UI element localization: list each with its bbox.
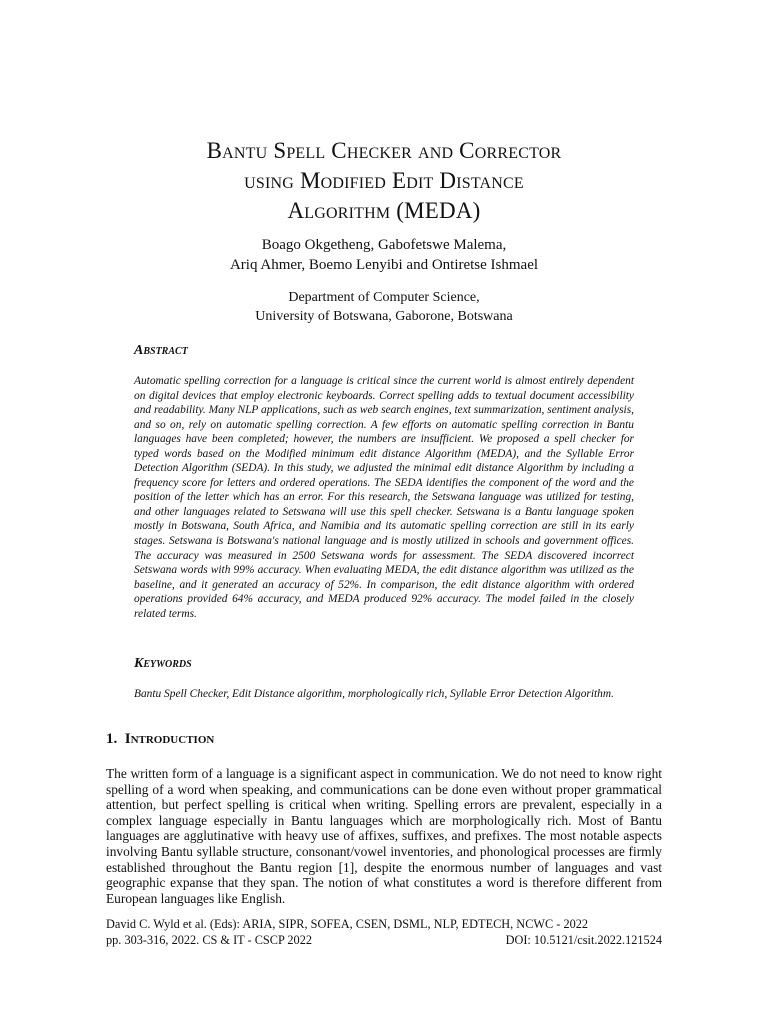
title-line: Bantu Spell Checker and Corrector xyxy=(206,138,562,163)
page-footer xyxy=(106,917,662,948)
footer-pages: pp. 303-316, 2022. CS & IT - CSCP 2022 xyxy=(106,932,312,947)
title-line: Algorithm (MEDA) xyxy=(287,198,481,223)
abstract-text: Automatic spelling correction for a language is critical since the current world is almost entirely dependent on digital devices that employ electronic keyboards. Correct spelling adds to textual document accessibility and readability. Many NLP applications, such as web search engines, text summarization, sentiment analysis, and so on, rely on automatic spelling correction. A few efforts on automatic spelling correction in Bantu languages have been completed; however, the numbers are insufficient. We proposed a spell checker for typed words based on the Modified minimum edit distance Algorithm (MEDA), and the Syllable Error Detection Algorithm (SEDA). In this study, we adjusted the minimal edit distance Algorithm by including a frequency score for letters and ordered operations. The SEDA identifies the component of the word and the position of the letter which has an error. For this research, the Setswana language was utilized for testing, and other languages related to Setswana will use this spell checker. Setswana is a Bantu language spoken mostly in Botswana, South Africa, and Namibia and its automatic spelling correction are still in its early stages. Setswana is Botswana's national language and is mostly utilized in schools and government offices. The accuracy was measured in 2500 Setswana words for assessment. The SEDA discovered incorrect Setswana words with 99% accuracy. When evaluating MEDA, the edit distance algorithm was utilized as the baseline, and it generated an accuracy of 52%. In comparison, the edit distance algorithm with ordered operations provided 64% accuracy, and MEDA produced 92% accuracy. The model failed in the closely related terms. xyxy=(134,375,634,620)
affiliation-line: Department of Computer Science, xyxy=(288,290,480,305)
paper-title xyxy=(100,136,668,226)
introduction-text: The written form of a language is a significant aspect in communication. We do not need to know right spelling of a word when speaking, and communications can be done even without proper grammatical attention, but perfect spelling is critical when writing. Spelling errors are prevalent, especially in a complex language especially in Bantu languages which are morphologically rich. Most of Bantu languages are agglutinative with heavy use of affixes, suffixes, and prefixes. The most notable aspects involving Bantu syllable structure, consonant/vowel inventories, and phonological processes are firmly established throughout the Bantu region [1], despite the enormous number of languages and vast geographic expanse that they span. The notion of what constitutes a word is therefore different from European languages like English. xyxy=(106,766,662,906)
keywords-text: Bantu Spell Checker, Edit Distance algorithm, morphologically rich, Syllable Error Detection Algorithm. xyxy=(134,688,614,700)
section-number: 1. xyxy=(106,731,118,747)
footer-proceedings: David C. Wyld et al. (Eds): ARIA, SIPR, SOFEA, CSEN, DSML, NLP, EDTECH, NCWC - 2022 xyxy=(106,917,589,931)
title-line: using Modified Edit Distance xyxy=(244,168,524,193)
authors-line: Boago Okgetheng, Gabofetswe Malema, xyxy=(261,237,507,253)
abstract-heading: Abstract xyxy=(134,343,188,358)
footer-doi: DOI: 10.5121/csit.2022.121524 xyxy=(505,932,662,947)
keywords-heading: Keywords xyxy=(134,656,192,671)
section-title: Introduction xyxy=(124,731,215,747)
affiliation-line: University of Botswana, Gaborone, Botswana xyxy=(255,309,513,324)
authors-line: Ariq Ahmer, Boemo Lenyibi and Ontiretse Ishmael xyxy=(229,257,539,273)
introduction-heading xyxy=(106,731,214,748)
affiliation xyxy=(100,288,668,326)
authors xyxy=(100,235,668,275)
